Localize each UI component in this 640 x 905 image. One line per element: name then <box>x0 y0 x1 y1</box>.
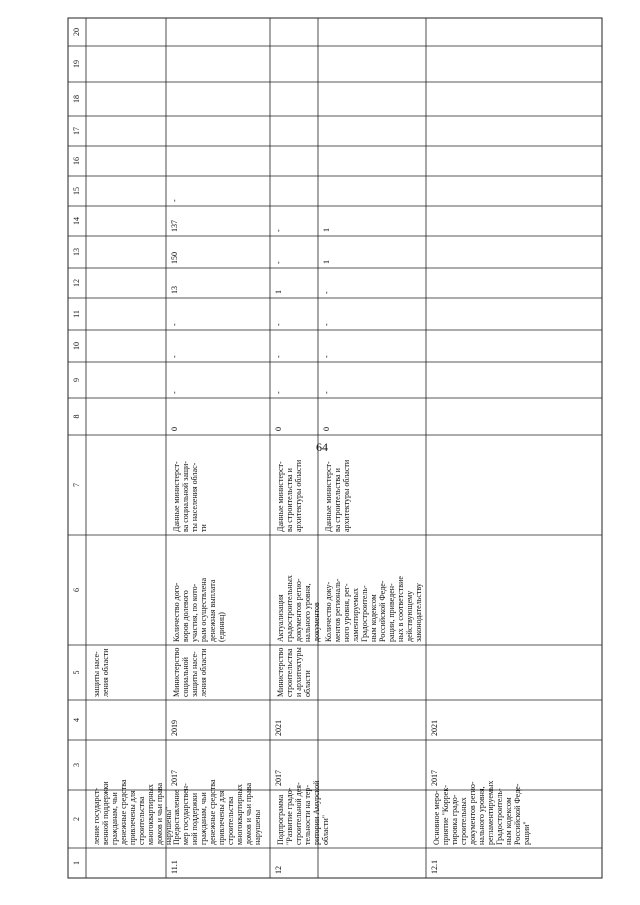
column-header-18: 18 <box>72 95 81 103</box>
indicator-name: Актуализация <box>276 594 285 642</box>
measure-name: документов регио- <box>468 781 477 845</box>
measure-name: строительной дея- <box>294 782 303 845</box>
value-col-13: 1 <box>322 260 331 264</box>
indicator-name: документов <box>312 602 321 642</box>
indicator-name: воров долевого <box>181 590 190 642</box>
column-header-17: 17 <box>72 127 81 135</box>
column-header-12: 12 <box>72 279 81 287</box>
value-col-14: 1 <box>322 228 331 232</box>
value-col-10: - <box>170 355 179 358</box>
measure-name: строительных <box>459 797 468 845</box>
measure-name: ритории Амурской <box>312 780 321 845</box>
measure-name: регламентируемых <box>486 780 495 845</box>
measure-name: ным кодексом <box>504 797 513 845</box>
table-border <box>68 18 602 878</box>
column-header-4: 4 <box>72 718 81 722</box>
column-header-9: 9 <box>72 378 81 382</box>
value-col-15: - <box>170 199 179 202</box>
indicator-name: действующему <box>405 590 414 642</box>
responsible-executor: области <box>303 670 312 697</box>
data-source: Данные министерст- <box>324 461 333 532</box>
indicator-name: Российской Феде- <box>378 580 387 642</box>
column-header-5: 5 <box>72 670 81 675</box>
measure-name: многоквартирных <box>146 784 155 845</box>
indicator-name: денежная выплата <box>208 579 217 642</box>
value-col-13: 150 <box>170 252 179 264</box>
column-header-8: 8 <box>72 414 81 419</box>
data-source: ва строительства и <box>333 468 342 532</box>
value-col-11: - <box>274 323 283 326</box>
value-col-9: - <box>170 391 179 394</box>
responsible-executor: ления области <box>199 648 208 697</box>
measure-name: домов и чьи права <box>244 782 253 845</box>
data-source: Данные министерст- <box>276 461 285 532</box>
row-number: 12 <box>274 866 283 874</box>
column-header-19: 19 <box>72 60 81 68</box>
value-col-8: 0 <box>274 427 283 431</box>
indicator-name: рым осуществлена <box>199 577 208 642</box>
measure-name: привлечены для <box>128 790 137 845</box>
data-source: ва социальной защи- <box>181 461 190 532</box>
start-year: 2017 <box>274 770 283 786</box>
measure-name: Градостроитель- <box>495 788 504 845</box>
row-number: 11.1 <box>170 860 179 874</box>
measure-name: строительства <box>137 796 146 845</box>
value-col-13: - <box>274 261 283 264</box>
data-source: ва строительства и <box>285 468 294 532</box>
value-col-14: - <box>274 229 283 232</box>
data-source: ти <box>199 524 208 532</box>
end-year: 2021 <box>274 720 283 736</box>
indicator-name: нального уровня, <box>303 583 312 642</box>
indicator-name: ного уровня, рег- <box>342 583 351 642</box>
end-year: 2021 <box>430 720 439 736</box>
value-col-12: - <box>322 291 331 294</box>
measure-name: привлечены для <box>217 790 226 845</box>
value-col-10: - <box>322 355 331 358</box>
indicator-name: (единиц) <box>217 612 226 642</box>
data-source: архитектуры области <box>294 459 303 532</box>
value-col-9: - <box>322 391 331 394</box>
responsible-executor: Министерство <box>172 647 181 697</box>
measure-name: Российской Феде- <box>513 783 522 845</box>
column-header-7: 7 <box>72 483 81 487</box>
indicator-name: Градостроитель- <box>360 585 369 642</box>
start-year: 2017 <box>170 770 179 786</box>
measure-name: приятие "Коррек- <box>441 785 450 845</box>
row-number: 12.1 <box>430 860 439 874</box>
column-header-14: 14 <box>72 217 81 225</box>
responsible-executor: защиты насе- <box>190 651 199 697</box>
value-col-12: 13 <box>170 286 179 294</box>
measure-name: нального уровня, <box>477 786 486 845</box>
measure-name: "Развитие градо- <box>285 787 294 845</box>
measure-name: тировка градо- <box>450 794 459 845</box>
measure-name: нарушены <box>253 809 262 845</box>
responsible-executor: ления области <box>101 648 110 697</box>
value-col-10: - <box>274 355 283 358</box>
indicator-name: ламентируемых <box>351 588 360 642</box>
measure-name: рации" <box>522 821 531 845</box>
column-header-10: 10 <box>72 342 81 350</box>
indicator-name: ным кодексом <box>369 594 378 642</box>
data-source: Данные министерст- <box>172 461 181 532</box>
measure-name: домов и чьи права <box>155 782 164 845</box>
responsible-executor: и архитектуры <box>294 647 303 697</box>
start-year: 2017 <box>430 770 439 786</box>
indicator-name: ных в соответствие <box>396 576 405 642</box>
value-col-11: - <box>170 323 179 326</box>
value-col-14: 137 <box>170 220 179 232</box>
measure-name: гражданам, чьи <box>110 792 119 845</box>
indicator-name: градостроительных <box>285 575 294 642</box>
measure-name: тельности на тер- <box>303 784 312 845</box>
end-year: 2019 <box>170 720 179 736</box>
indicator-name: Количество дого- <box>172 582 181 642</box>
column-header-15: 15 <box>72 187 81 195</box>
measure-name: венной поддержки <box>101 781 110 845</box>
column-header-20: 20 <box>72 28 81 36</box>
responsible-executor: социальной <box>181 657 190 697</box>
responsible-executor: строительства <box>285 648 294 697</box>
measure-name: денежные средства <box>208 779 217 845</box>
indicator-name: Количество доку- <box>324 581 333 642</box>
column-header-6: 6 <box>72 588 81 592</box>
column-header-16: 16 <box>72 157 81 165</box>
indicator-name: законодательству <box>414 583 423 642</box>
measure-name: ление государст- <box>92 787 101 845</box>
column-header-11: 11 <box>72 310 81 318</box>
data-source: ты населения облас- <box>190 462 199 532</box>
indicator-name: рации, приведен- <box>387 583 396 642</box>
measure-name: строительства <box>226 796 235 845</box>
measure-name: Основное меро- <box>432 790 441 845</box>
value-col-11: - <box>322 323 331 326</box>
measure-name: ной поддержки <box>190 793 199 845</box>
measure-name: денежные средства <box>119 779 128 845</box>
page-number: 64 <box>316 440 328 454</box>
value-col-9: - <box>274 391 283 394</box>
responsible-executor: Министерство <box>276 647 285 697</box>
column-header-3: 3 <box>72 763 81 767</box>
data-source: архитектуры области <box>342 459 351 532</box>
measure-name: многоквартирных <box>235 784 244 845</box>
value-col-8: 0 <box>170 427 179 431</box>
measure-name: мер государствен- <box>181 783 190 845</box>
column-header-13: 13 <box>72 248 81 256</box>
measure-name: гражданам, чьи <box>199 792 208 845</box>
column-header-2: 2 <box>72 817 81 821</box>
indicator-name: участия, по кото- <box>190 583 199 642</box>
column-header-1: 1 <box>72 861 81 865</box>
indicator-name: документов регио- <box>294 578 303 642</box>
indicator-name: ментов региональ- <box>333 578 342 642</box>
measure-name: Предоставление <box>172 789 181 845</box>
measure-name: области" <box>321 814 330 845</box>
responsible-executor: защиты насе- <box>92 651 101 697</box>
measure-name: нарушены" <box>164 806 173 845</box>
value-col-12: 1 <box>274 290 283 294</box>
value-col-8: 0 <box>322 427 331 431</box>
measure-name: Подпрограмма <box>276 794 285 845</box>
